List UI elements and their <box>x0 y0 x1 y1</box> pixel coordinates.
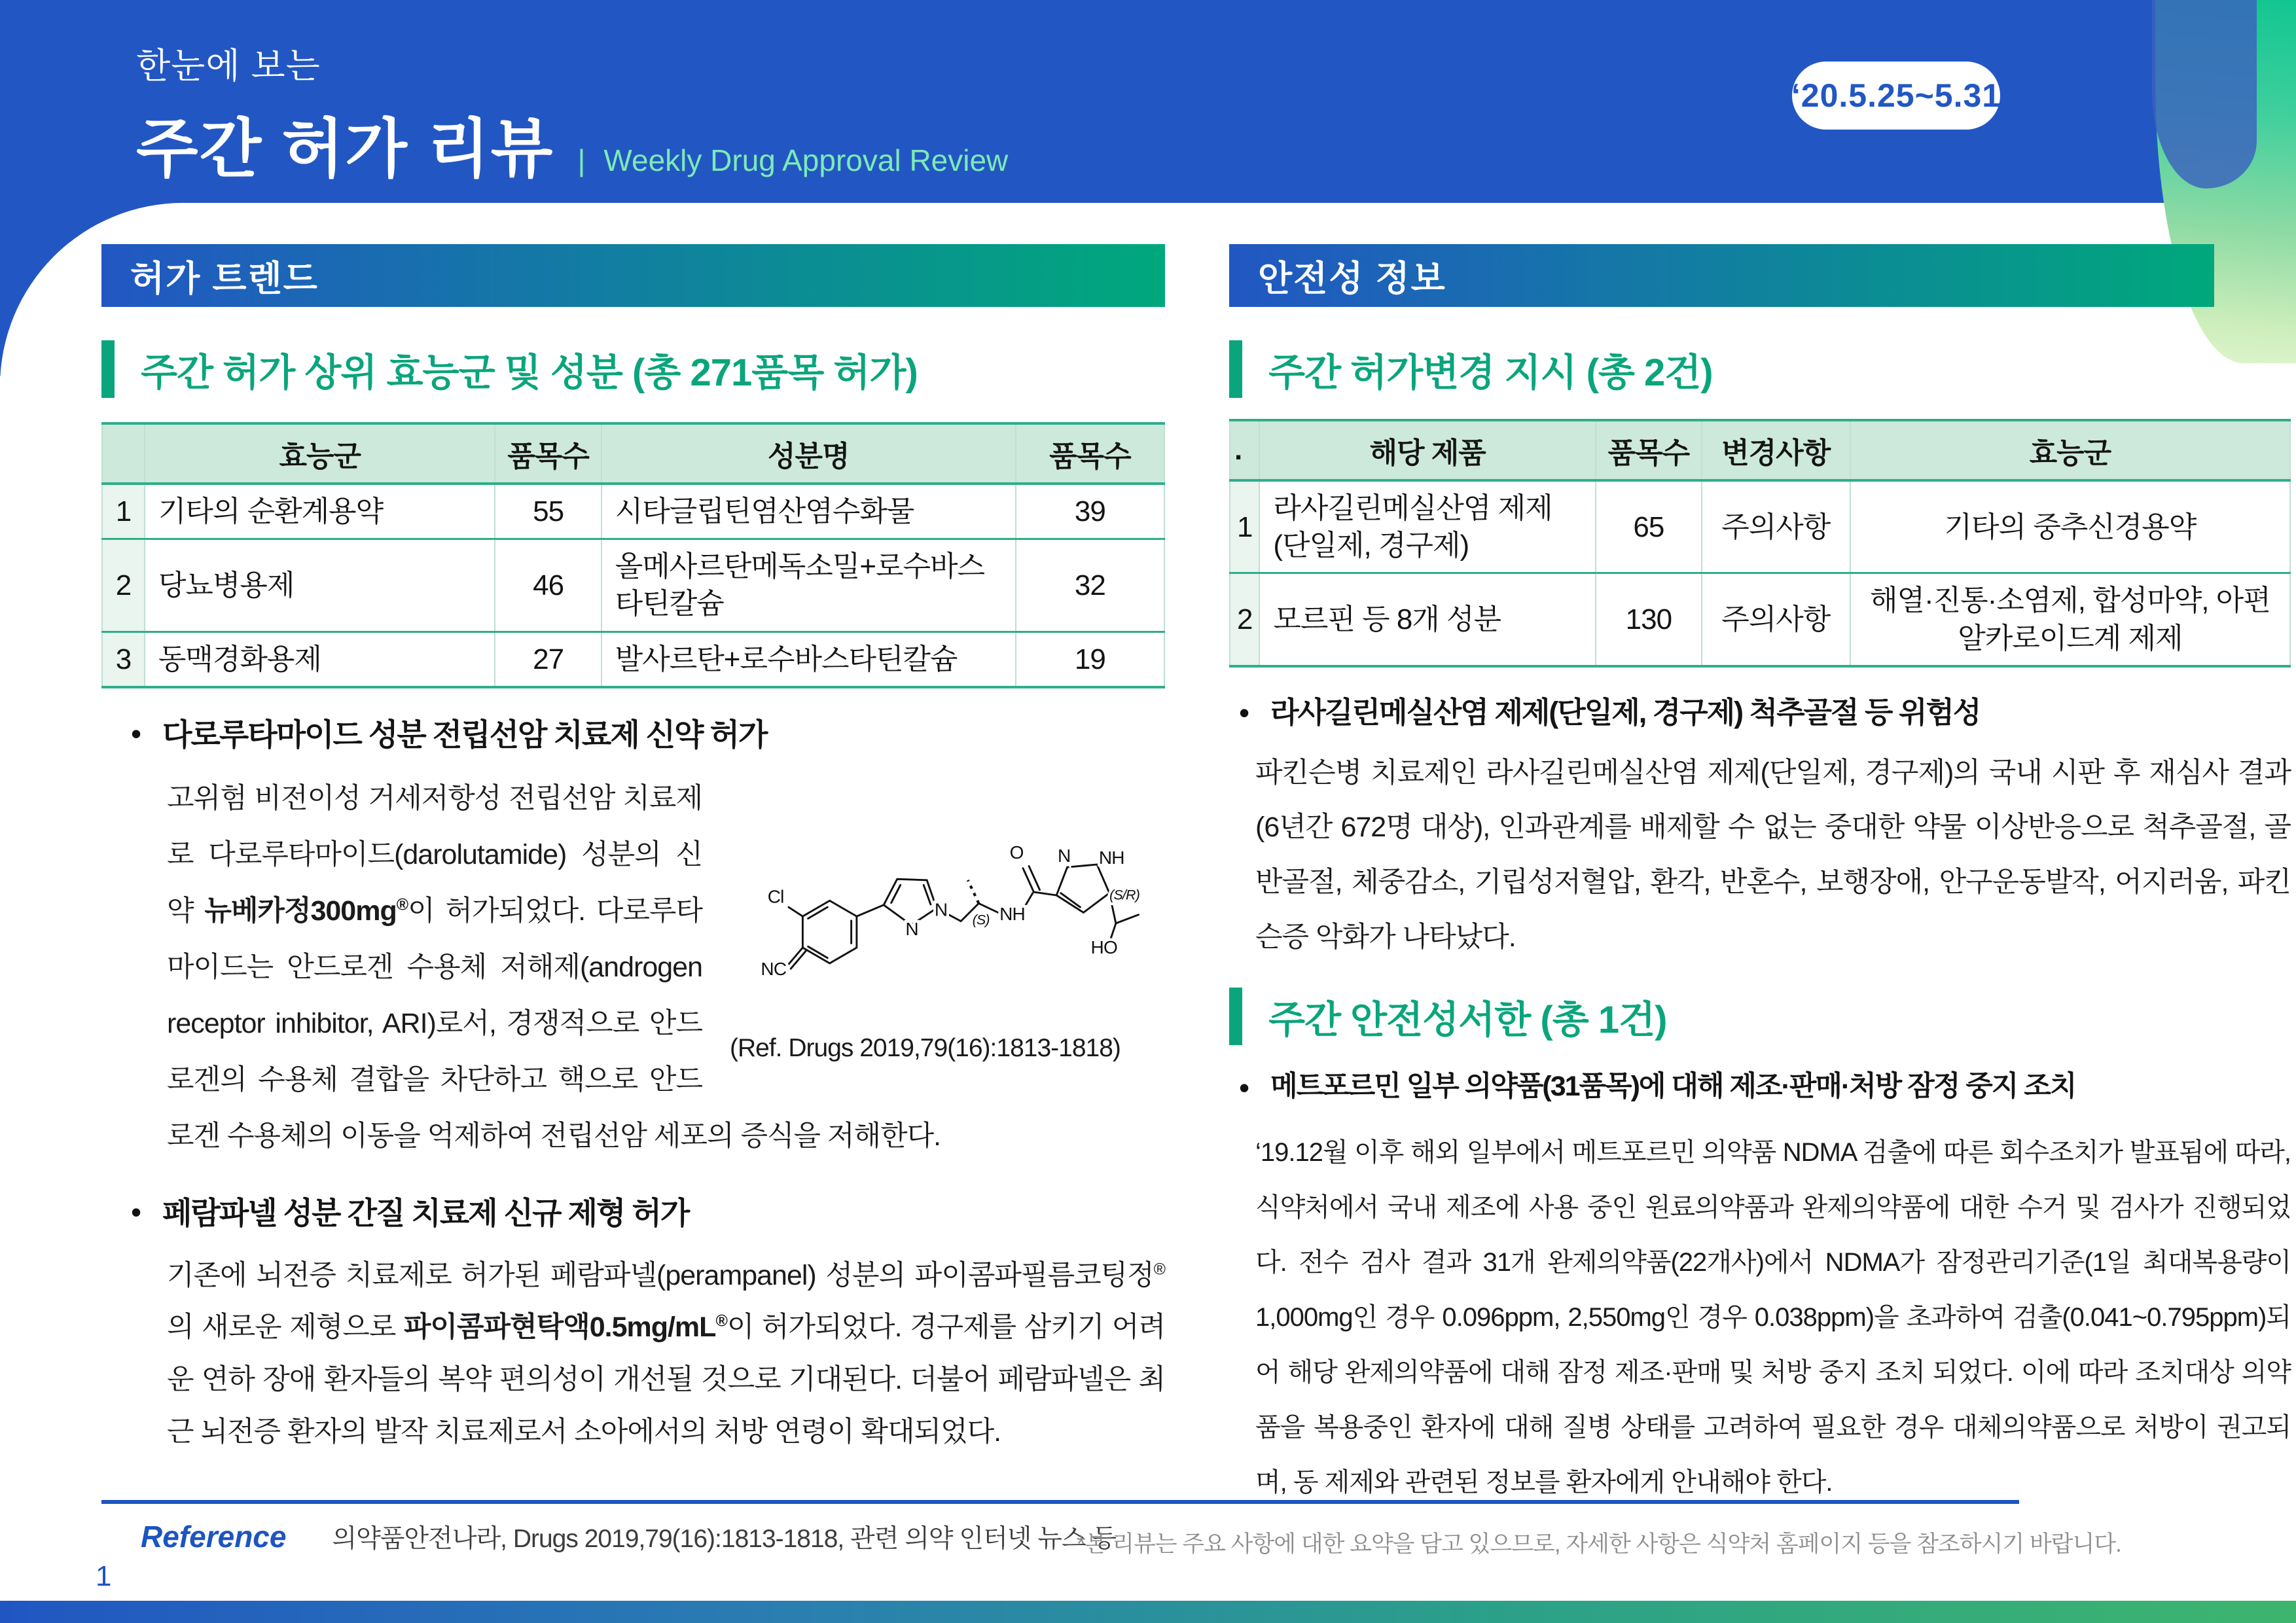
footer-reference <box>141 1518 1116 1555</box>
svg-text:N: N <box>1057 845 1071 866</box>
green-accent-bar <box>1229 988 1242 1045</box>
weekly-approval-title: 주간 허가 상위 효능군 및 성분 (총 271품목 허가) <box>101 340 1165 398</box>
bullet-darolutamide: • 다로루타마이드 성분 전립선암 치료제 신약 허가 <box>101 715 1165 755</box>
metformin-paragraph: ‘19.12월 이후 해외 일부에서 메트포르민 의약품 NDMA 검출에 따른 회수조치가 발표됨에 따라, 식약처에서 국내 제조에 사용 중인 원료의약품과 완제의약품에 대한 수거 및 검사가 진행되었다. 전수 검사 결과 31개 완제의약품(22개사)에서 NDMA가 잠정관리기준(1일 최대복용량이 1,000mg인 경우 0.096ppm, 2,550mg인 경우 0.038ppm)을 초과하여 검출(0.041~0.795ppm)되어 해당 완제의약품에 대해 잠정 제조·판매 및 처방 중지 조치 되었다. 이에 따라 조치대상 의약품을 복용중인 환자에 대해 질병 상태를 고려하여 필요한 경우 대체의약품으로 처방이 권고되며, 동 제제와 관련된 정보를 환자에게 안내해야 한다. <box>1255 1137 2291 1497</box>
table-row: 1 기타의 순환계용약 55 시타글립틴염산염수화물 39 <box>102 484 1164 539</box>
svg-text:N: N <box>934 899 948 920</box>
svg-text:HO: HO <box>1090 936 1117 957</box>
table-row: 2 모르핀 등 8개 성분 130 주의사항 해열·진통·소염제, 합성마약, 아편알카로이드계 제제 <box>1230 573 2290 666</box>
page-number: 1 <box>96 1560 112 1592</box>
col-header-item-count2: 품목수 <box>1016 423 1164 484</box>
change-order-table <box>1229 419 2291 668</box>
approval-trend-column <box>101 244 1165 1458</box>
header-eyebrow: 한눈에 보는 <box>136 46 321 86</box>
svg-text:O: O <box>1009 842 1024 863</box>
safety-info-column <box>1229 244 2291 1510</box>
chemical-structure-figure <box>730 787 1165 1074</box>
svg-text:N: N <box>905 918 918 939</box>
bond-lines <box>787 865 1138 969</box>
atom-labels <box>761 842 1139 979</box>
table-header-row <box>1230 420 2290 480</box>
footer-divider-line <box>101 1500 2019 1504</box>
bullet-icon: • <box>1239 1070 1250 1105</box>
table-row: 2 당뇨병용제 46 올메사르탄메독소밀+로수바스타틴칼슘 32 <box>102 539 1164 632</box>
footer-note: *본 리뷰는 주요 사항에 대한 요약을 담고 있으므로, 자세한 사항은 식약처 홈페이지 등을 참조하시기 바랍니다. <box>1077 1531 2121 1557</box>
date-range-badge: ‘20.5.25~5.31 <box>1792 62 2000 130</box>
bullet-perampanel: • 페람파넬 성분 간질 치료제 신규 제형 허가 <box>101 1193 1165 1233</box>
col-header-ingredient: 성분명 <box>601 423 1016 484</box>
weekly-safety-letter-title: 주간 안전성서한 (총 1건) <box>1229 988 2291 1045</box>
page-title: 주간 허가 리뷰 <box>136 113 554 185</box>
section-header-approval-trend: 허가 트렌드 <box>101 244 1165 307</box>
svg-text:(S/R): (S/R) <box>1109 887 1140 903</box>
approval-table <box>101 422 1165 688</box>
bullet-icon: • <box>131 716 142 751</box>
svg-text:NH: NH <box>999 903 1025 924</box>
table-header-row <box>102 423 1164 484</box>
corner-cell <box>102 423 145 484</box>
bullet-icon: • <box>131 1194 142 1229</box>
paragraph-text: 고위험 비전이성 거세저항성 전립선암 치료제로 다로루타마이드(darolutamide) 성분의 신약 뉴베카정300mg®이 허가되었다. 다로루타마이드는 안드로겐 수용체 저해제(androgen receptor inhibitor, ARI)로서, 경쟁적으로 안드로겐의 수용체 결합을 차단하고 핵으로 안드로겐 수용체의 이동을 억제하여 전립선암 세포의 증식을 저해한다. <box>167 782 941 1152</box>
green-accent-bar <box>1229 340 1242 398</box>
bullet-icon: • <box>1239 695 1250 730</box>
corner-leaf-decoration <box>2152 0 2257 188</box>
bottom-gradient-bar <box>0 1601 2296 1623</box>
col-header-item-count: 품목수 <box>1596 420 1702 480</box>
bullet-rasagiline: • 라사길린메실산염 제제(단일제, 경구제) 척추골절 등 위험성 <box>1229 694 2291 733</box>
col-header-product: 해당 제품 <box>1259 420 1596 480</box>
reference-text: 의약품안전나라, Drugs 2019,79(16):1813-1818, 관련 의약 인터넷 뉴스 등 <box>332 1525 1117 1553</box>
darolutamide-structure-drawing <box>730 787 1165 1003</box>
subtitle-text: Weekly Drug Approval Review <box>603 143 1009 177</box>
table-row: 3 동맥경화용제 27 발사르탄+로수바스타틴칼슘 19 <box>102 632 1164 687</box>
svg-text:Cl: Cl <box>767 886 784 907</box>
svg-text:NC: NC <box>761 958 787 979</box>
darolutamide-paragraph <box>167 770 1165 1164</box>
perampanel-paragraph: 기존에 뇌전증 치료제로 허가된 페람파넬(perampanel) 성분의 파이콤파필름코팅정®의 새로운 제형으로 파이콤파현탁액0.5mg/mL®이 허가되었다. 경구제를 삼키기 어려운 연하 장애 환자들의 복약 편의성이 개선될 것으로 기대된다. 더불어 페람파넬은 최근 뇌전증 환자의 발작 치료제로서 소아에서의 처방 연령이 확대되었다. <box>167 1259 1165 1448</box>
header <box>136 38 1008 190</box>
svg-text:NH: NH <box>1098 847 1124 868</box>
corner-cell: . <box>1230 420 1259 480</box>
weekly-change-title: 주간 허가변경 지시 (총 2건) <box>1229 340 2291 398</box>
col-header-item-count: 품목수 <box>495 423 601 484</box>
section-header-safety-info: 안전성 정보 <box>1229 244 2214 307</box>
svg-text:(S): (S) <box>972 912 990 928</box>
green-accent-bar <box>101 340 115 398</box>
subtitle-divider: | <box>577 143 586 177</box>
page-subtitle <box>577 143 1008 178</box>
col-header-change: 변경사항 <box>1702 420 1850 480</box>
table-row: 1 라사길린메실산염 제제 (단일제, 경구제) 65 주의사항 기타의 중추신경용약 <box>1230 480 2290 573</box>
reference-label: Reference <box>141 1520 287 1554</box>
rasagiline-paragraph: 파킨슨병 치료제인 라사길린메실산염 제제(단일제, 경구제)의 국내 시판 후 재심사 결과(6년간 672명 대상), 인과관계를 배제할 수 없는 중대한 약물 이상반응으로 척추골절, 골반골절, 체중감소, 기립성저혈압, 환각, 반혼수, 보행장애, 안구운동발작, 어지러움, 파킨슨증 악화가 나타났다. <box>1255 757 2291 954</box>
col-header-efficacy-group: 효능군 <box>1850 420 2290 480</box>
figure-caption: (Ref. Drugs 2019,79(16):1813-1818) <box>730 1033 1121 1062</box>
col-header-efficacy-group: 효능군 <box>145 423 495 484</box>
bullet-metformin: • 메트포르민 일부 의약품(31품목)에 대해 제조·판매·처방 잠정 중지 조치 <box>1229 1069 2291 1108</box>
